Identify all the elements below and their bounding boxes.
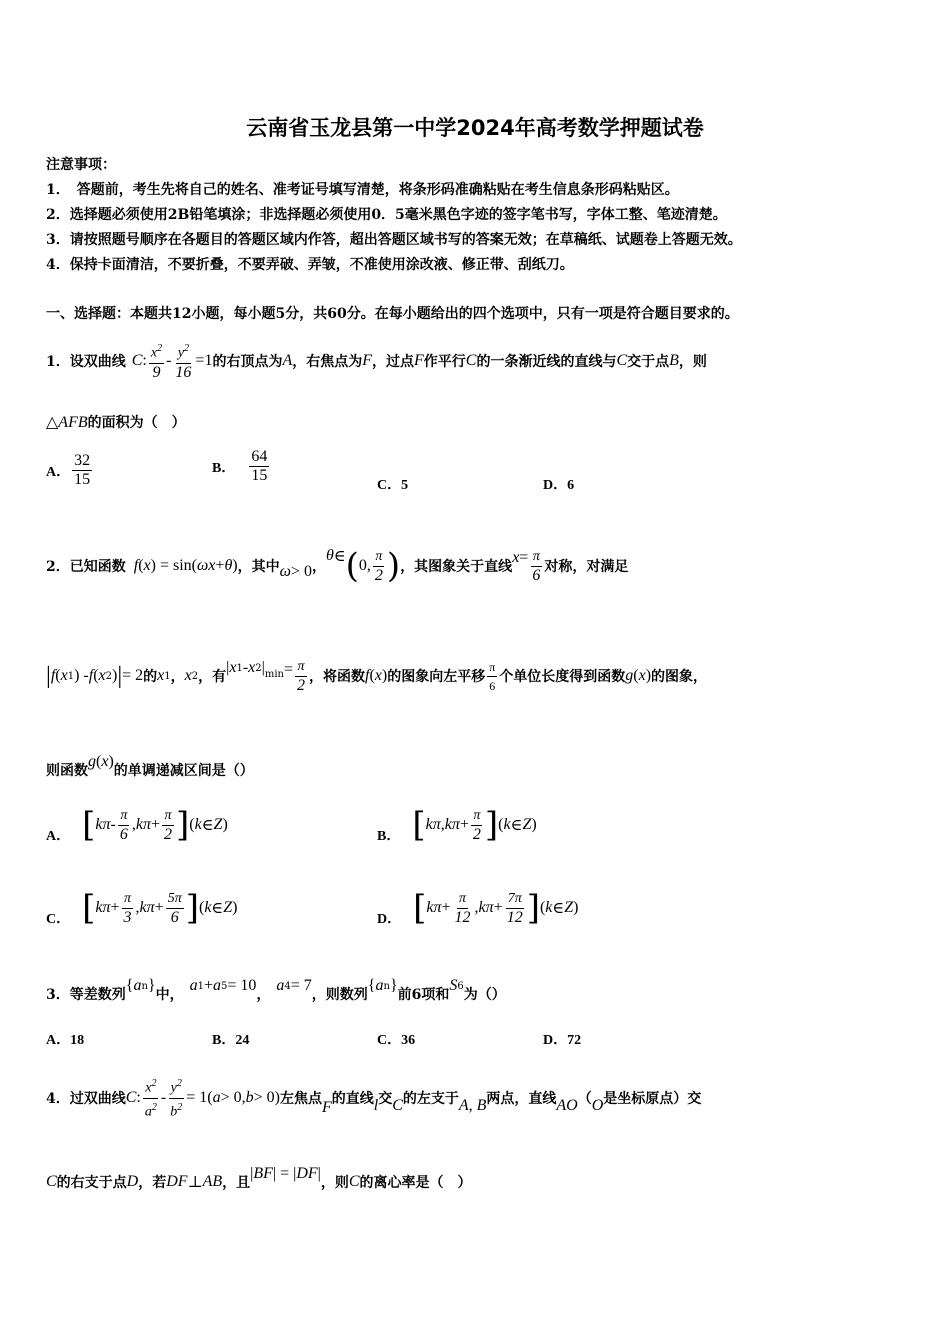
q3-option-a[interactable]: A．18 <box>46 1033 85 1048</box>
q3-option-d[interactable]: D．72 <box>543 1033 582 1048</box>
q1-option-a[interactable]: A． $\frac{32}{15}$ <box>46 452 91 488</box>
notice-item-1: 1． 答题前，考生先将自己的姓名、准考证号填写清楚，将条形码准确粘贴在考生信息条形码粘贴区。 <box>46 182 679 198</box>
q2-number: 2．已知函数 <box>46 559 126 575</box>
q1-number: 1．设双曲线 <box>46 354 126 370</box>
q4-number: 4．过双曲线 <box>46 1091 126 1107</box>
q4-line-2: C 的右支于点 D ，若 DF ⊥ AB ，且 | BF | = | DF | ，则 C 的离心率是（ ） <box>46 1165 472 1191</box>
notice-item-3: 3．请按照题号顺序在各题目的答题区域内作答，超出答题区域书写的答案无效；在草稿纸、试题卷上答题无效。 <box>46 232 742 248</box>
q1-option-c[interactable]: C．5 <box>377 478 409 493</box>
q3-number: 3．等差数列 <box>46 987 126 1003</box>
q2-line-3: 则函数 g ( x ) 的单调递减区间是（） <box>46 753 254 779</box>
notice-item-2: 2．选择题必须使用2B铅笔填涂；非选择题必须使用0．5毫米黑色字迹的签字笔书写，字体工整、笔迹清楚。 <box>46 207 727 223</box>
question-2: 2．已知函数 f ( x ) = sin( ωx + θ ) ，其中 ω > 0 ， θ ∈ ( 0, $\frac{\pi}{2}$ ) ，其图象关于直线 x = $\frac{\pi}{6}$ 对称，对满足 <box>46 546 629 586</box>
question-1: 1．设双曲线 C : $\frac{x^2}{9}$ - $\frac{y^2}{16}$ =1 的右顶点为 A ，右焦点为 F ，过点 F 作平行 C 的一条渐近线的直线与 C 交于点 B ，则 <box>46 326 707 396</box>
q2-option-b[interactable]: B． [ kπ , kπ + $\frac{\pi}{2}$ ] ( k ∈ Z ) <box>377 805 537 845</box>
q2-line-2: | f ( x 1 ) - f ( x 2 ) | = 2 的 x 1 ， x 2 ，有 | x $_1$ - x $_2$ | $_{min}$ = $\frac{\pi}{2}$ ，将函数 f ( x ) 的图象向左平移 $\frac{\pi}{6}$ 个单位长度得到函数 g ( x ) 的图象， <box>46 658 708 694</box>
notice-item-4: 4．保持卡面清洁，不要折叠，不要弄破、弄皱，不准使用涂改液、修正带、刮纸刀。 <box>46 257 574 273</box>
notice-heading: 注意事项： <box>46 157 116 173</box>
question-3: 3．等差数列 { a n } 中， a 1 + a 5 = 10 ， a 4 = 7 ，则数列 { a n } 前6项和 S 6 为（） <box>46 977 506 1003</box>
q1-line-2: △AFB 的面积为（ ） <box>46 414 186 431</box>
q3-option-b[interactable]: B．24 <box>212 1033 250 1048</box>
q3-option-c[interactable]: C．36 <box>377 1033 416 1048</box>
q1-option-b[interactable]: B． $\frac{64}{15}$ <box>212 448 268 484</box>
section-heading: 一、选择题：本题共12小题，每小题5分，共60分。在每小题给出的四个选项中，只有一项是符合题目要求的。 <box>46 306 739 322</box>
question-4: 4．过双曲线 C : $\frac{x^2}{a^2}$ - $\frac{y^2}{b^2}$ = 1( a > 0, b > 0) 左焦点 F 的直线 l 交 C 的左支于 A, B 两点，直线 AO （ O 是坐标原点）交 <box>46 1068 701 1128</box>
q2-option-d[interactable]: D． [ kπ + $\frac{\pi}{12}$ , kπ + $\frac{7\pi}{12}$ ] ( k ∈ Z ) <box>377 888 579 928</box>
q1-option-d[interactable]: D．6 <box>543 478 575 493</box>
q2-option-a[interactable]: A． [ kπ - $\frac{\pi}{6}$ , kπ + $\frac{\pi}{2}$ ] ( k ∈ Z ) <box>46 805 228 845</box>
page-title: 云南省玉龙县第一中学2024年高考数学押题试卷 <box>246 116 704 140</box>
q2-option-c[interactable]: C． [ kπ + $\frac{\pi}{3}$ , kπ + $\frac{5\pi}{6}$ ] ( k ∈ Z ) <box>46 888 238 928</box>
